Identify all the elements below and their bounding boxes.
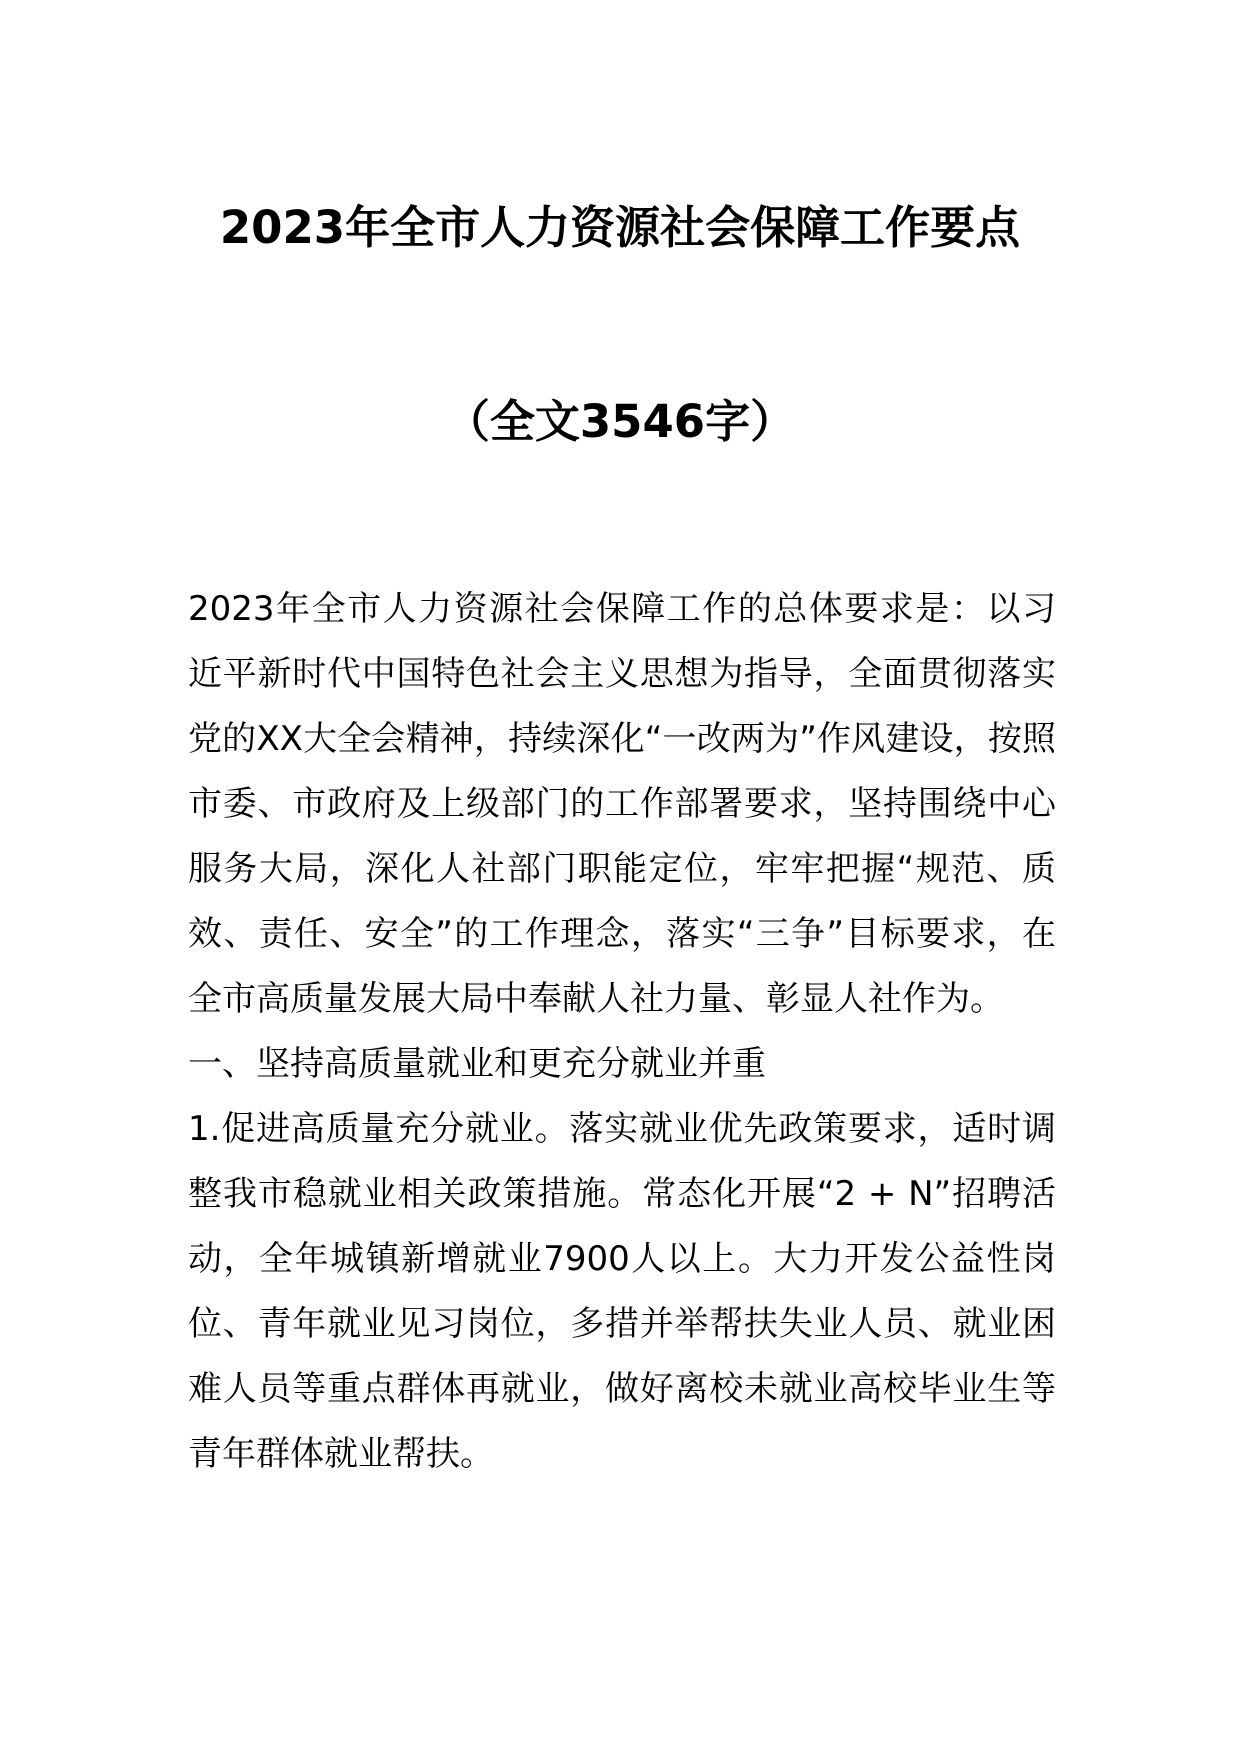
section-heading-1: 一、坚持高质量就业和更充分就业并重 (188, 1044, 766, 1084)
document-body (188, 577, 1056, 1487)
paragraph-general-requirements: 2023年全市人力资源社会保障工作的总体要求是：以习近平新时代中国特色社会主义思想为指导，全面贯彻落实党的XX大全会精神，持续深化“一改两为”作风建设，按照市委、市政府及上级部门的工作部署要求，坚持围绕中心服务大局，深化人社部门职能定位，牢牢把握“规范、质效、责任、安全”的工作理念，落实“三争”目标要求，在全市高质量发展大局中奉献人社力量、彰显人社作为。 (188, 589, 1056, 1019)
paragraph-item-1: 1.促进高质量充分就业。落实就业优先政策要求，适时调整我市稳就业相关政策措施。常态化开展“2 + N”招聘活动，全年城镇新增就业7900人以上。大力开发公益性岗位、青年就业见习岗位，多措并举帮扶失业人员、就业困难人员等重点群体再就业，做好离校未就业高校毕业生等青年群体就业帮扶。 (188, 1109, 1056, 1474)
document-subtitle: （全文3546字） (444, 395, 796, 448)
document-title: 2023年全市人力资源社会保障工作要点 (219, 201, 1021, 254)
